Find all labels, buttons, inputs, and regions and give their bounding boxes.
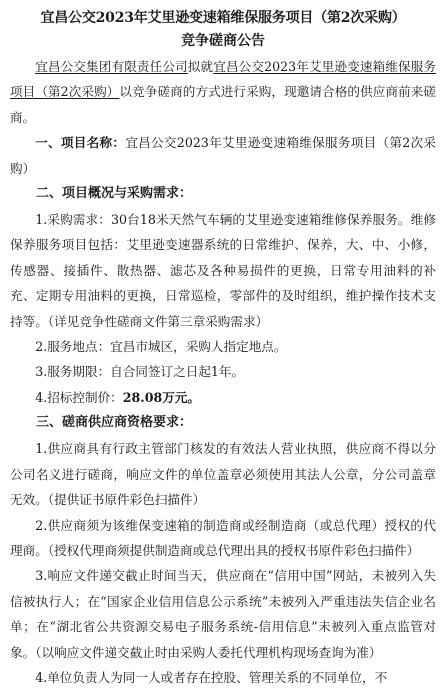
section-2-item-3: 3.服务期限：自合同签订之日起1年。	[35, 364, 245, 380]
intro-connector: 拟就	[187, 59, 214, 74]
section-2-item-2: 2.服务地点：宜昌市城区，采购人指定地点。	[35, 339, 287, 355]
section-3-heading-text: 三、磋商供应商资格要求：	[36, 415, 193, 431]
section-3-item-4: 4.单位负责人为同一人或者存在控股、管理关系的不同单位，不	[35, 669, 388, 685]
intro-paragraph	[10, 54, 436, 130]
section-project-name	[10, 130, 436, 181]
section-2-item-4	[10, 385, 436, 410]
section-3-item-1: 1.供应商具有行政主管部门核发的有效法人营业执照，供应商不得以分公司名义进行磋商，响应文件的单位盖章必须使用其法人公章，分公司盖章无效。（提供证书原件彩色扫描件）	[10, 441, 436, 508]
section-2-heading-text: 二、项目概况与采购需求：	[36, 186, 193, 202]
purchaser-name: 宜昌公交集团有限责任公司	[35, 59, 188, 74]
intro-tail: 以竞争磋商的方式进行采购，现邀请合格的供应商前来磋商。	[10, 84, 437, 125]
section-1-heading: 一、项目名称：	[35, 135, 126, 151]
budget-value: 28.08万元。	[122, 389, 200, 405]
document-subtitle: 竞争磋商公告	[181, 33, 265, 49]
section-1-text: 宜昌公交2023年艾里逊变速箱维保服务项目（第2次采购）	[10, 135, 436, 176]
intro-project-name: 宜昌公交2023年艾里逊变速箱维保服务项目（第2次采购）	[10, 59, 437, 100]
section-3-heading	[10, 410, 436, 436]
budget-label: 4.招标控制价：	[35, 389, 123, 405]
document-title: 宜昌公交2023年艾里逊变速箱维保服务项目（第2次采购）	[40, 10, 406, 26]
section-3-item-3: 3.响应文件递交截止时间当天，供应商在“信用中国”网站，未被列入失信被执行人；在“国家企业信用信息公示系统”未被列入严重违法失信企业名单；在“湖北省公共资源交易电子服务系统-信用信息”未被列入重点监管对象。（以响应文件递交截止时由采购人委托代理机构现场查询为准）	[10, 568, 436, 660]
section-3-item-2: 2.供应商须为该维保变速箱的制造商或经制造商（或总代理）授权的代理商。（授权代理商须提供制造商或总代理出具的授权书原件彩色扫描件）	[10, 517, 436, 558]
section-2-item-1: 1.采购需求：30台18米天然气车辆的艾里逊变速箱维修保养服务。维修保养服务项目包括：艾里逊变速器系统的日常维护、保养，大、中、小修，传感器、接插件、散热器、滤芯及各种易损件的更换，日常专用油料的补充、定期专用油料的更换，日常巡检，零部件的及时组织，维护操作技术支持等。（详见竞争性磋商文件第三章采购需求）	[10, 212, 436, 329]
section-2-heading	[10, 181, 436, 207]
